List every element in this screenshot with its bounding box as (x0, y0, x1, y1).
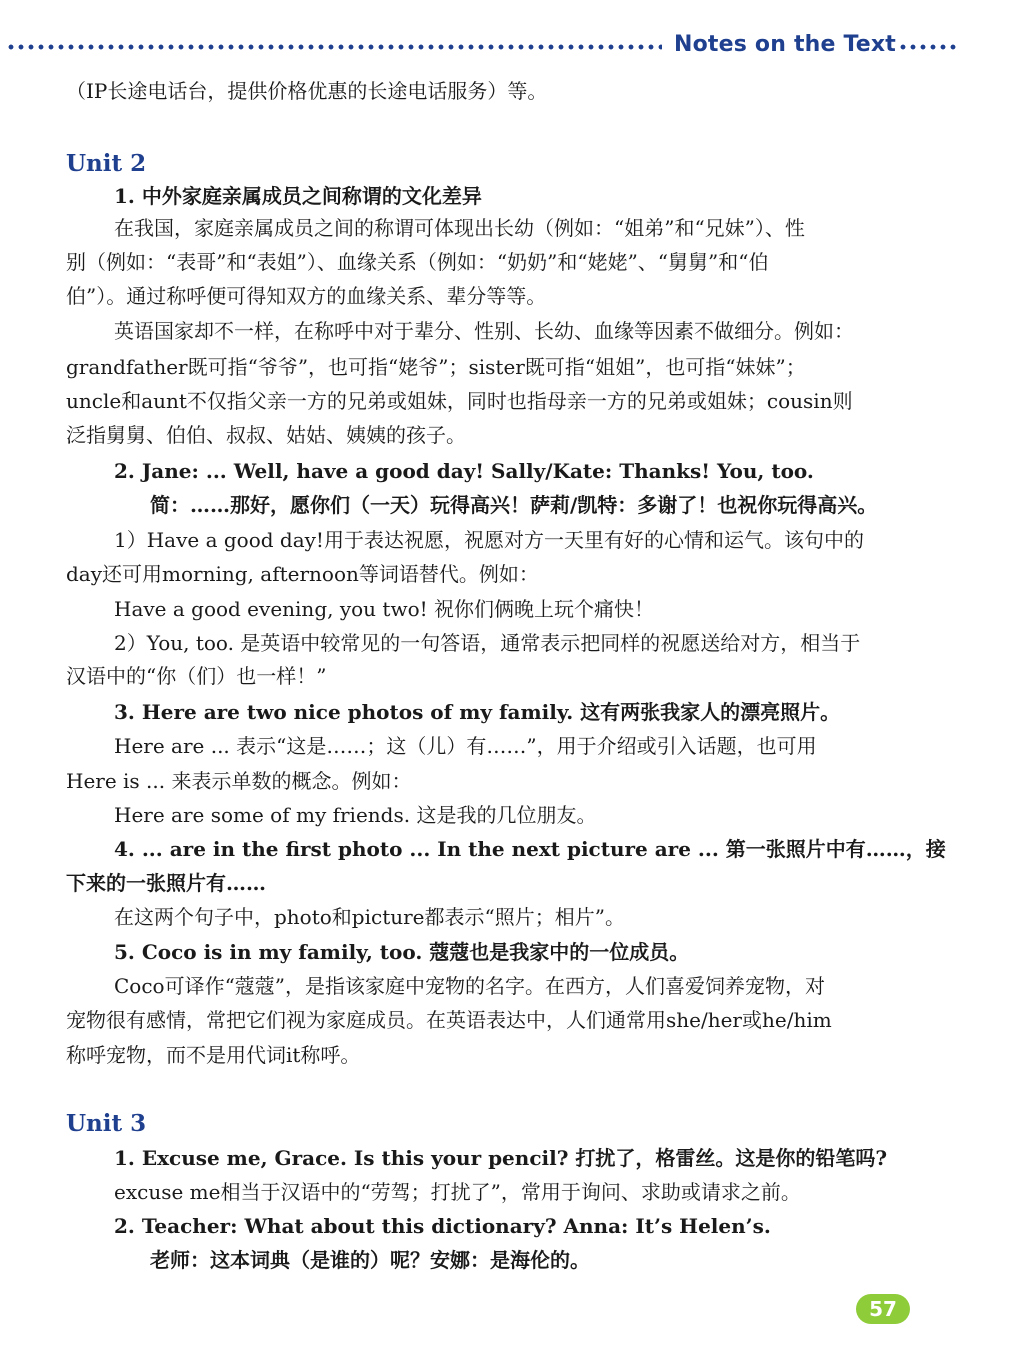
example-sentence: Here are some of my friends. 这是我的几位朋友。 (114, 803, 597, 827)
paragraph-line: uncle和aunt不仅指父亲一方的兄弟或姐妹，同时也指母亲一方的兄弟或姐妹；cousin则 (66, 389, 853, 413)
paragraph-line: 别（例如：“表哥”和“表姐”）、血缘关系（例如：“奶奶”和“姥姥”、“舅舅”和“伯 (66, 250, 769, 274)
header-dots-left (6, 44, 662, 50)
paragraph-line: 英语国家却不一样，在称呼中对于辈分、性别、长幼、血缘等因素不做细分。例如： (114, 319, 854, 343)
paragraph-line: 1）Have a good day!用于表达祝愿，祝愿对方一天里有好的心情和运气。该句中的 (114, 528, 864, 552)
paragraph-line: 宠物很有感情，常把它们视为家庭成员。在英语表达中，人们通常用she/her或he/him (66, 1008, 832, 1032)
unit-3-heading: Unit 3 (66, 1110, 147, 1137)
example-sentence: Have a good evening, you two! 祝你们俩晚上玩个痛快！ (114, 597, 654, 621)
unit-2-heading: Unit 2 (66, 150, 147, 177)
note-heading: 2. Teacher: What about this dictionary? Anna: It’s Helen’s. (114, 1214, 771, 1238)
paragraph-line: Here are ... 表示“这是……；这（儿）有……”，用于介绍或引入话题，也可用 (114, 734, 817, 758)
note-heading: 3. Here are two nice photos of my family. 这有两张我家人的漂亮照片。 (114, 700, 841, 724)
note-heading: 2. Jane: ... Well, have a good day! Sally/Kate: Thanks! You, too. (114, 459, 814, 483)
paragraph-line: excuse me相当于汉语中的“劳驾；打扰了”，常用于询问、求助或请求之前。 (114, 1180, 801, 1204)
paragraph-line: 称呼宠物，而不是用代词it称呼。 (66, 1043, 361, 1067)
intro-line: （IP长途电话台，提供价格优惠的长途电话服务）等。 (66, 79, 548, 103)
paragraph-line: 2）You, too. 是英语中较常见的一句答语，通常表示把同样的祝愿送给对方，相当于 (114, 631, 861, 655)
paragraph-line: 汉语中的“你（们）也一样！” (66, 664, 327, 688)
note-heading: 1. 中外家庭亲属成员之间称谓的文化差异 (114, 184, 482, 208)
paragraph-line: day还可用morning, afternoon等词语替代。例如： (66, 562, 539, 586)
header-title: Notes on the Text (674, 32, 897, 57)
paragraph-line: 在我国，家庭亲属成员之间的称谓可体现出长幼（例如：“姐弟”和“兄妹”）、性 (114, 216, 805, 240)
running-header (0, 30, 1024, 62)
paragraph-line: 在这两个句子中，photo和picture都表示“照片；相片”。 (114, 905, 625, 929)
page-number-badge: 57 (856, 1294, 910, 1324)
paragraph-line: Coco可译作“蔻蔻”，是指该家庭中宠物的名字。在西方，人们喜爱饲养宠物，对 (114, 974, 826, 998)
paragraph-line: Here is ... 来表示单数的概念。例如： (66, 769, 412, 793)
note-heading: 下来的一张照片有…… (66, 871, 266, 895)
note-heading: 4. ... are in the first photo ... In the next picture are ... 第一张照片中有……，接 (114, 837, 946, 861)
note-translation: 老师：这本词典（是谁的）呢？安娜：是海伦的。 (150, 1248, 590, 1272)
paragraph-line: 泛指舅舅、伯伯、叔叔、姑姑、姨姨的孩子。 (66, 423, 466, 447)
paragraph-line: grandfather既可指“爷爷”，也可指“姥爷”；sister既可指“姐姐”，也可指“妹妹”； (66, 355, 806, 379)
note-heading: 5. Coco is in my family, too. 蔻蔻也是我家中的一位成员。 (114, 940, 690, 964)
note-heading: 1. Excuse me, Grace. Is this your pencil? 打扰了，格雷丝。这是你的铅笔吗? (114, 1146, 888, 1170)
note-translation: 简：……那好，愿你们（一天）玩得高兴！萨莉/凯特：多谢了！也祝你玩得高兴。 (150, 493, 878, 517)
paragraph-line: 伯”）。通过称呼便可得知双方的血缘关系、辈分等等。 (66, 284, 547, 308)
header-dots-right (898, 44, 960, 50)
